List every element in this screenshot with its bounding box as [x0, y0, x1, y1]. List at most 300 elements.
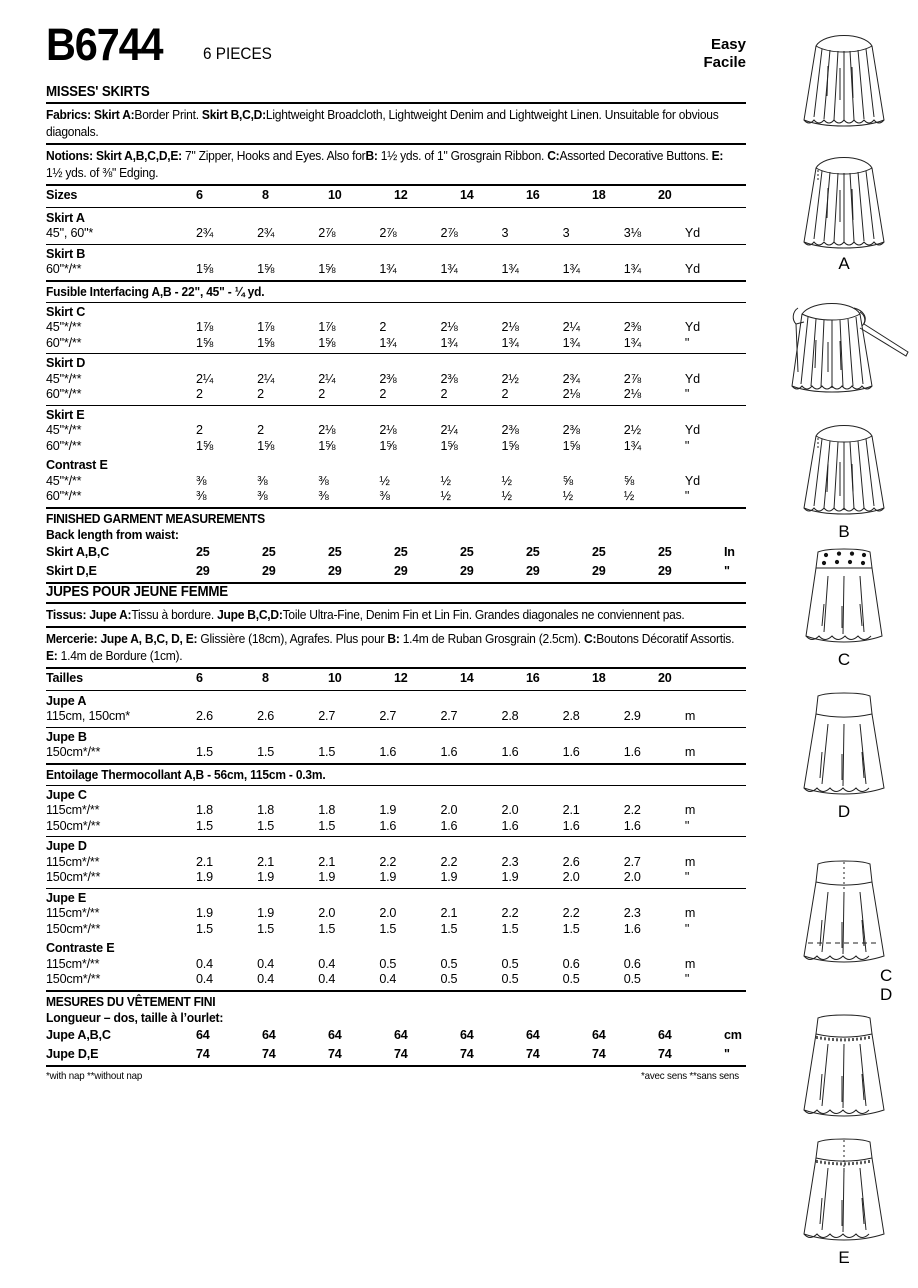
measure-label: Jupe D,E: [46, 1047, 99, 1061]
decorative-buttons-icon: [822, 552, 866, 566]
yardage-cell: 2.1: [196, 854, 213, 869]
notions-e-label-en: E:: [711, 149, 724, 163]
fabrics-bcd-text-en: Lightweight Broadcloth, Lightweight Denim and Lightweight Linen. Unsuitable for obvious diagonals.: [46, 108, 719, 139]
yardage-cell: 2.0: [562, 870, 580, 884]
unit-cell: m: [684, 854, 696, 869]
table-row: [46, 406, 746, 424]
fabrics-bcd-text-fr: Toile Ultra-Fine, Denim Fin et Lin Fin. Grandes diagonales ne conviennent pas.: [282, 607, 685, 622]
yardage-cell: 2⅛: [318, 423, 336, 437]
yardage-cell: 2⅞: [440, 226, 458, 240]
view-label-cd-back: [880, 966, 892, 1004]
skirt-e-front-drawing: [784, 1012, 904, 1124]
notions-label-fr: Mercerie:: [46, 632, 98, 646]
yardage-cell: 2.1: [562, 803, 580, 817]
measure-cell: 29: [328, 564, 342, 578]
yardage-cell: 2½: [623, 423, 641, 437]
sizes-header-table-fr: [46, 669, 764, 690]
table-row: [46, 669, 764, 690]
notions-en: [46, 145, 741, 184]
yardage-cell: 0.5: [379, 956, 397, 971]
unit-cell: m: [684, 803, 696, 817]
yardage-cell: 2⅜: [623, 320, 641, 334]
yardage-cell: 2.7: [440, 709, 458, 723]
unit-col: [724, 669, 764, 690]
notions-text1-fr: Glissière (18cm), Agrafes. Plus pour: [200, 632, 385, 646]
size-col: 20: [658, 188, 672, 202]
table-row: [46, 855, 746, 871]
size-col: 10: [328, 671, 342, 685]
table-row: [46, 692, 746, 710]
illustration-view-a-front: [770, 24, 918, 132]
yardage-cell: 2¾: [257, 226, 275, 240]
yardage-cell: ½: [440, 473, 451, 488]
label-d: D: [880, 985, 893, 1004]
yardage-cell: 1.6: [379, 745, 397, 759]
piece-count: 6 PIECES: [202, 44, 272, 63]
unit-cell: Yd: [684, 423, 700, 437]
view-label-d: D: [837, 802, 851, 821]
sizes-header-table-en: [46, 186, 764, 207]
yardage-cell: 2: [257, 387, 264, 401]
yardage-cell: ½: [562, 489, 573, 503]
fabric-width: 115cm, 150cm*: [46, 709, 130, 723]
measure-label: Skirt A,B,C: [46, 544, 110, 559]
illustration-view-e-back: [770, 1136, 918, 1268]
yardage-cell: ⅜: [257, 473, 268, 488]
table-row: [46, 837, 746, 855]
yardage-group-contraste-e: [46, 939, 746, 990]
yardage-cell: 2.1: [440, 906, 458, 920]
yardage-cell: 2.1: [318, 854, 336, 869]
notions-c-label-fr: C:: [584, 632, 597, 646]
measure-cell: 74: [394, 1047, 408, 1061]
interfacing-note-fr: Entoilage Thermocollant A,B - 56cm, 115cm - 0.3m.: [46, 767, 326, 782]
yardage-cell: 1.9: [501, 870, 519, 884]
fabric-width: 150cm*/**: [46, 870, 101, 884]
yardage-cell: 2⅞: [318, 226, 336, 240]
illustration-view-b-front: [770, 294, 918, 402]
table-row: [46, 245, 746, 263]
yardage-cell: ½: [440, 489, 451, 503]
measure-cell: 64: [262, 1027, 276, 1042]
table-row: [46, 728, 746, 746]
yardage-group-contrast-e: [46, 456, 746, 507]
interfacing-note-en: Fusible Interfacing A,B - 22", 45" - ¼ yd.: [46, 284, 265, 299]
group-label: Skirt C: [46, 304, 86, 319]
yardage-cell: 2⅛: [440, 320, 458, 334]
measure-cell: 29: [394, 564, 408, 578]
table-row: [46, 922, 746, 938]
specifications-column: [46, 19, 746, 1082]
fabric-width: 60"*/**: [46, 438, 82, 453]
size-col: 8: [262, 188, 269, 202]
measure-cell: 29: [460, 564, 474, 578]
yardage-cell: 1.8: [257, 803, 275, 817]
yardage-cell: 1⅝: [440, 438, 458, 453]
yardage-group-jupe-c: [46, 786, 746, 837]
yardage-cell: ⅜: [196, 473, 207, 488]
yardage-group-jupe-a: [46, 691, 746, 727]
yardage-cell: 0.5: [501, 972, 519, 986]
table-row: [46, 226, 746, 242]
unit-cell: m: [684, 745, 696, 759]
table-row: [46, 870, 746, 886]
table-row: [46, 957, 746, 973]
yardage-group-skirt-b: [46, 245, 746, 280]
table-row: [46, 939, 746, 957]
yardage-group-skirt-c: [46, 303, 746, 354]
yardage-cell: 0.5: [562, 972, 580, 986]
yardage-cell: 1⅝: [501, 438, 519, 453]
fabric-width: 115cm*/**: [46, 854, 100, 869]
measure-label: Jupe A,B,C: [46, 1027, 111, 1042]
measure-cell: 25: [460, 544, 474, 559]
measure-cell: 64: [394, 1027, 408, 1042]
unit-cell: Yd: [684, 262, 700, 276]
yardage-cell: 2⅛: [501, 320, 519, 334]
fabrics-a-text-fr: Tissu à bordure.: [131, 607, 214, 622]
table-row: [46, 819, 746, 835]
unit-cell: ": [724, 1047, 730, 1061]
yardage-cell: 1¾: [440, 262, 458, 276]
yardage-cell: 1.9: [318, 870, 336, 884]
skirt-b-back-drawing: [784, 416, 904, 522]
unit-cell: Yd: [684, 473, 700, 488]
yardage-cell: 0.4: [318, 956, 336, 971]
yardage-cell: 2.0: [379, 906, 397, 920]
table-row: [46, 906, 746, 922]
notions-b-label-fr: B:: [387, 632, 400, 646]
yardage-cell: 1⅝: [562, 438, 580, 453]
table-row: [46, 439, 746, 455]
table-row: [46, 562, 764, 582]
yardage-cell: ⅜: [318, 489, 329, 503]
notions-fr: [46, 628, 741, 667]
fabrics-a-text-en: Border Print.: [134, 108, 199, 122]
unit-cell: ": [684, 921, 690, 936]
yardage-cell: 2: [196, 423, 203, 437]
yardage-cell: 0.4: [318, 972, 336, 986]
unit-cell: In: [724, 544, 735, 559]
fabrics-bcd-label-fr: Jupe B,C,D:: [217, 607, 283, 622]
yardage-cell: 2: [257, 423, 264, 437]
fabric-width: 60"*/**: [46, 489, 82, 503]
measure-cell: 64: [526, 1027, 540, 1042]
yardage-cell: 1.9: [257, 870, 275, 884]
yardage-group-skirt-a: [46, 208, 746, 244]
notions-text4-fr: 1.4m de Bordure (1cm).: [60, 648, 183, 663]
fabrics-fr: [46, 604, 741, 627]
notions-text3-fr: Boutons Décoratif Assortis.: [596, 632, 735, 646]
view-label-e: E: [838, 1248, 850, 1267]
measure-cell: 29: [592, 564, 606, 578]
fabric-width: 150cm*/**: [46, 745, 101, 759]
fabric-width: 45"*/**: [46, 371, 82, 386]
yardage-cell: 0.4: [379, 972, 397, 986]
finished-measurements-sub-en: Back length from waist:: [46, 526, 179, 542]
yardage-cell: 1.5: [562, 921, 580, 936]
yardage-cell: 1.9: [196, 870, 213, 884]
yardage-cell: 2¼: [318, 371, 336, 386]
yardage-cell: 0.5: [440, 956, 458, 971]
yardage-cell: 2.0: [623, 870, 641, 884]
yardage-cell: 2¼: [196, 371, 214, 386]
size-col: 16: [526, 671, 540, 685]
yardage-cell: 1⅝: [318, 262, 336, 276]
table-row: [46, 1026, 764, 1046]
notions-text2-fr: 1.4m de Ruban Grosgrain (2.5cm).: [402, 632, 581, 646]
fabric-width: 60"*/**: [46, 262, 82, 276]
yardage-cell: 1¾: [440, 335, 458, 350]
yardage-cell: 2.2: [379, 854, 397, 869]
fabrics-bcd-label-en: Skirt B,C,D:: [201, 108, 266, 122]
yardage-cell: 2⅜: [562, 423, 580, 437]
fabric-width: 115cm*/**: [46, 803, 100, 817]
measure-cell: 74: [460, 1047, 474, 1061]
yardage-cell: 3⅛: [623, 226, 641, 240]
measure-cell: 64: [328, 1027, 342, 1042]
yardage-cell: 1.5: [257, 745, 275, 759]
yardage-cell: 1.5: [257, 921, 275, 936]
yardage-cell: 2¾: [562, 371, 580, 386]
yardage-cell: 3: [562, 226, 570, 240]
measure-cell: 25: [196, 544, 210, 559]
yardage-cell: 1.6: [501, 745, 519, 759]
yardage-cell: ⅜: [318, 473, 329, 488]
yardage-cell: 2¾: [196, 226, 214, 240]
yardage-cell: 1¾: [379, 335, 397, 350]
group-label: Jupe A: [46, 693, 87, 708]
unit-cell: Yd: [684, 371, 700, 386]
yardage-cell: ⅝: [562, 473, 573, 488]
yardage-cell: 1⅝: [257, 262, 275, 276]
table-row: [46, 709, 746, 725]
size-col: 18: [592, 671, 606, 685]
group-label: Skirt B: [46, 246, 86, 261]
yardage-cell: 1⅝: [257, 438, 275, 453]
yardage-cell: 1.9: [196, 906, 213, 920]
yardage-cell: 1⅝: [196, 335, 214, 350]
yardage-cell: 2.6: [196, 709, 213, 723]
yardage-cell: 2.7: [318, 709, 336, 723]
yardage-cell: 2.0: [440, 803, 458, 817]
fabric-width: 60"*/**: [46, 335, 82, 350]
fabrics-label-en: Fabrics:: [46, 108, 91, 122]
table-row: [46, 786, 746, 804]
notions-text2-en: 1½ yds. of 1" Grosgrain Ribbon.: [380, 149, 545, 163]
yardage-cell: 1¾: [562, 262, 580, 276]
yardage-cell: 2.2: [501, 906, 519, 920]
fabric-width: 45"*/**: [46, 473, 82, 488]
table-row: [46, 972, 746, 988]
yardage-cell: 1⅞: [318, 320, 336, 334]
yardage-cell: 1⅝: [318, 335, 336, 350]
yardage-cell: 0.4: [196, 972, 213, 986]
table-row: [46, 745, 746, 761]
measure-cell: 64: [460, 1027, 474, 1042]
yardage-cell: 1.5: [196, 745, 213, 759]
notions-text4-en: 1½ yds. of ⅜" Edging.: [46, 165, 159, 180]
skirt-e-back-drawing: [784, 1136, 904, 1248]
yardage-cell: 2⅛: [562, 387, 580, 401]
yardage-cell: ⅜: [379, 489, 390, 503]
yardage-cell: 1⅞: [257, 320, 275, 334]
measure-cell: 29: [526, 564, 540, 578]
difficulty-en: Easy: [710, 36, 746, 53]
group-label: Jupe B: [46, 729, 87, 744]
measure-label: Skirt D,E: [46, 564, 97, 578]
table-row: [46, 489, 746, 505]
size-col: 12: [394, 671, 408, 685]
notions-views-label-en: Skirt A,B,C,D,E:: [95, 149, 182, 163]
yardage-cell: ½: [379, 473, 390, 488]
table-row: [46, 372, 746, 388]
fabric-width: 150cm*/**: [46, 818, 101, 833]
yardage-cell: 1.6: [623, 818, 641, 833]
group-label: Contraste E: [46, 941, 115, 955]
illustration-view-b-back: [770, 416, 918, 542]
yardage-cell: 1.5: [318, 745, 336, 759]
skirt-a-back-drawing: [784, 146, 904, 254]
sizes-label-en: Sizes: [46, 188, 78, 202]
table-row: [46, 543, 764, 563]
yardage-cell: 1¾: [501, 335, 519, 350]
yardage-cell: ½: [501, 489, 512, 503]
yardage-cell: 2: [379, 320, 387, 334]
sizes-label-fr: Tailles: [46, 671, 83, 685]
yardage-cell: 0.4: [257, 972, 275, 986]
yardage-cell: 1¾: [562, 335, 580, 350]
size-col: 14: [460, 188, 474, 202]
size-col: 16: [526, 188, 540, 202]
yardage-cell: 0.6: [623, 956, 641, 971]
yardage-cell: 1.5: [501, 921, 519, 936]
view-label-c: C: [837, 650, 851, 669]
difficulty-fr: Facile: [703, 54, 746, 71]
fabric-width: 150cm*/**: [46, 972, 101, 986]
fabric-width: 115cm*/**: [46, 906, 100, 920]
measure-cell: 25: [658, 544, 672, 559]
yardage-cell: 1.6: [379, 818, 397, 833]
yardage-group-skirt-e: [46, 406, 746, 457]
skirt-c-front-drawing: [784, 546, 904, 650]
yardage-cell: 1.5: [318, 921, 336, 936]
measure-cell: 29: [658, 564, 672, 578]
yardage-cell: 2⅜: [379, 371, 397, 386]
yardage-cell: 1.6: [562, 745, 580, 759]
table-row: [46, 320, 746, 336]
notions-views-label-fr: Jupe A, B,C, D, E:: [100, 632, 198, 646]
yardage-cell: ⅜: [196, 489, 207, 503]
yardage-cell: ½: [501, 473, 512, 488]
yardage-cell: 1.9: [379, 870, 397, 884]
yardage-cell: 2.2: [623, 803, 641, 817]
table-row: [46, 423, 746, 439]
group-label: Jupe C: [46, 787, 87, 802]
fabrics-a-label-en: Skirt A:: [93, 108, 135, 122]
yardage-cell: 1.5: [440, 921, 458, 936]
fabric-width: 150cm*/**: [46, 921, 101, 936]
table-row: [46, 387, 746, 403]
yardage-cell: 1.6: [623, 921, 641, 936]
table-row: [46, 474, 746, 490]
yardage-cell: 2: [501, 387, 509, 401]
size-col: 18: [592, 188, 606, 202]
yardage-cell: 2: [196, 387, 203, 401]
yardage-cell: 1¾: [623, 335, 641, 350]
group-label: Jupe E: [46, 890, 87, 905]
unit-cell: ": [684, 870, 690, 884]
yardage-cell: 2⅜: [440, 371, 458, 386]
table-row: [46, 1045, 764, 1065]
fabric-width: 45"*/**: [46, 320, 82, 334]
group-label: Skirt A: [46, 210, 85, 225]
yardage-cell: 2.3: [501, 854, 519, 869]
unit-cell: ": [684, 972, 690, 986]
measure-cell: 29: [262, 564, 276, 578]
yardage-cell: 1.5: [257, 818, 275, 833]
yardage-cell: 1.6: [501, 818, 519, 833]
yardage-cell: 2⅜: [501, 423, 519, 437]
size-col: 14: [460, 671, 474, 685]
illustration-view-d-front: [770, 690, 918, 822]
group-label: Skirt E: [46, 407, 85, 422]
yardage-cell: 1.9: [440, 870, 458, 884]
category-title-en: MISSES' SKIRTS: [46, 84, 150, 100]
pattern-number: B6744: [46, 19, 163, 70]
measure-cell: 64: [196, 1027, 210, 1042]
yardage-cell: 2.8: [501, 709, 519, 723]
measure-cell: 74: [592, 1047, 606, 1061]
illustration-view-e-front: [770, 1012, 918, 1124]
skirt-a-front-drawing: [784, 24, 904, 132]
unit-cell: ": [724, 564, 730, 578]
fabric-width: 45", 60"*: [46, 226, 94, 240]
yardage-cell: 1.5: [379, 921, 397, 936]
header-row: [46, 19, 746, 84]
unit-cell: ": [684, 387, 690, 401]
notions-e-label-fr: E:: [46, 648, 58, 663]
fabrics-label-fr: Tissus:: [46, 607, 87, 622]
unit-cell: ": [684, 438, 690, 453]
notions-text3-en: Assorted Decorative Buttons.: [559, 149, 709, 163]
yardage-cell: 2¼: [440, 423, 458, 437]
yardage-cell: 1.6: [562, 818, 580, 833]
size-col: 12: [394, 188, 408, 202]
unit-cell: m: [684, 956, 696, 971]
footnote-fr: *avec sens **sans sens: [640, 1069, 739, 1082]
yardage-cell: 1⅝: [379, 438, 397, 453]
yardage-cell: 1⅝: [257, 335, 275, 350]
measure-cell: 25: [262, 544, 276, 559]
yardage-cell: 1¾: [623, 262, 641, 276]
group-label: Jupe D: [46, 839, 87, 853]
yardage-cell: 0.5: [440, 972, 458, 986]
finished-measurements-sub-fr: Longueur – dos, taille à l’ourlet:: [46, 1009, 224, 1025]
yardage-cell: 2.1: [257, 854, 275, 869]
size-col: 6: [196, 188, 203, 202]
table-row: [46, 354, 746, 372]
yardage-cell: 2⅞: [379, 226, 397, 240]
yardage-cell: 1.9: [257, 906, 275, 920]
yardage-cell: 0.4: [257, 956, 275, 971]
fabric-width: 45"*/**: [46, 423, 82, 437]
yardage-cell: 2.8: [562, 709, 580, 723]
garment-illustrations: [770, 18, 918, 1276]
size-col: 6: [196, 671, 203, 685]
finished-table-en: [46, 543, 764, 582]
unit-cell: m: [684, 709, 696, 723]
